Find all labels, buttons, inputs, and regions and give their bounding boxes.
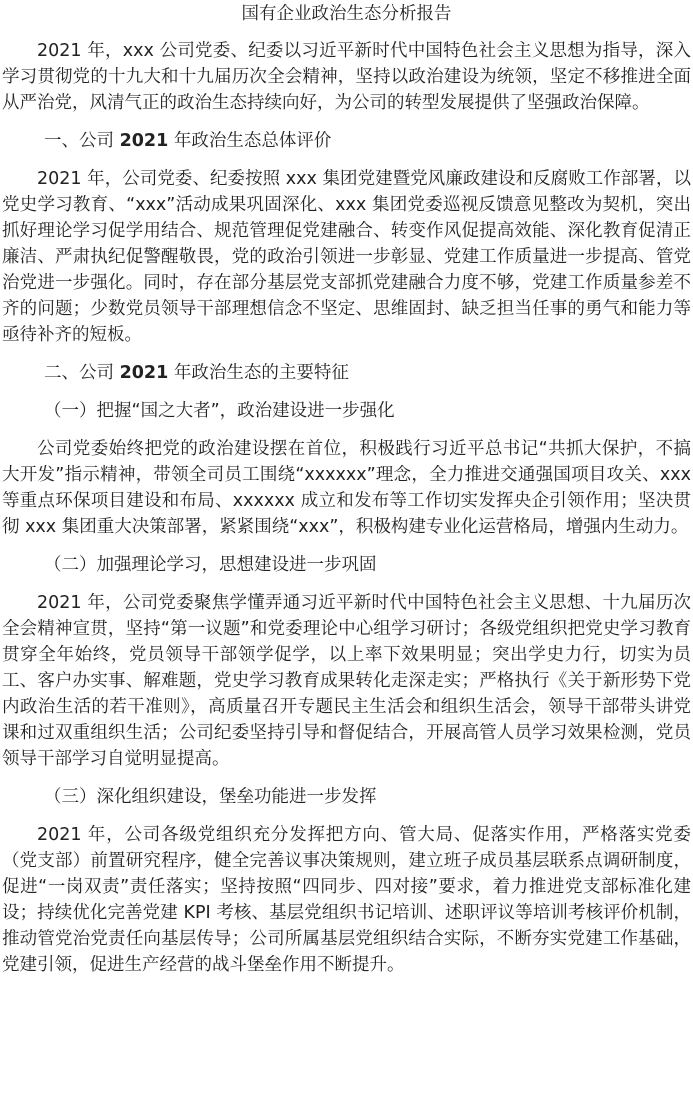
section-2-heading-year: 2021 bbox=[119, 363, 169, 383]
section-1-heading-pre: 一、公司 bbox=[44, 131, 120, 151]
section-1-heading-post: 年政治生态总体评价 bbox=[168, 131, 332, 151]
document-title: 国有企业政治生态分析报告 bbox=[241, 4, 452, 24]
section-2-heading-pre: 二、公司 bbox=[44, 363, 120, 383]
subsection-1-body: 公司党委始终把党的政治建设摆在首位，积极践行习近平总书记“共抓大保护，不搞大开发”指示精神，带领全司员工围绕“xxxxxx”理念，全力推进交通强国项目攻关、xxx 等重点环保项目建设和布局、xxxxxx 成立和发布等工作切实发挥央企引领作用；坚决贯彻 xxx 集团重大决策部署，紧紧围绕“xxx”，积极构建专业化运营格局，增强内生动力。 bbox=[2, 439, 691, 537]
subsection-3-heading: （三）深化组织建设，堡垒功能进一步发挥 bbox=[44, 787, 377, 807]
subsection-1-heading: （一）把握“国之大者”，政治建设进一步强化 bbox=[44, 401, 395, 421]
subsection-3-body: 2021 年，公司各级党组织充分发挥把方向、管大局、促落实作用，严格落实党委（党支部）前置研究程序，健全完善议事决策规则，建立班子成员基层联系点调研制度，促进“一岗双责”责任落实；坚持按照“四同步、四对接”要求，着力推进党支部标准化建设；持续优化完善党建 KPI 考核、基层党组织书记培训、述职评议等培训考核评价机制，推动管党治党责任向基层传导；公司所属基层党组织结合实际，不断夯实党建工作基础，党建引领，促进生产经营的战斗堡垒作用不断提升。 bbox=[2, 825, 691, 975]
subsection-2-body: 2021 年，公司党委聚焦学懂弄通习近平新时代中国特色社会主义思想、十九届历次全会精神宣贯，坚持“第一议题”和党委理论中心组学习研讨；各级党组织把党史学习教育贯穿全年始终，党员领导干部领学促学，以上率下效果明显；突出学史力行，切实为员工、客户办实事、解难题，党史学习教育成果转化走深走实；严格执行《关于新形势下党内政治生活的若干准则》，高质量召开专题民主生活会和组织生活会，领导干部带头讲党课和过双重组织生活；公司纪委坚持引导和督促结合，开展高管人员学习效果检测，党员领导干部学习自觉明显提高。 bbox=[2, 593, 691, 769]
section-1-heading bbox=[44, 128, 691, 154]
subsection-2-heading: （二）加强理论学习，思想建设进一步巩固 bbox=[44, 555, 377, 575]
section-1-body: 2021 年，公司党委、纪委按照 xxx 集团党建暨党风廉政建设和反腐败工作部署，以党史学习教育、“xxx”活动成果巩固深化、xxx 集团党委巡视反馈意见整改为契机，突出抓好理论学习促学用结合、规范管理促党建融合、转变作风促提高效能、深化教育促清正廉洁、严肃执纪促警醒敬畏，党的政治引领进一步彰显、党建工作质量进一步提高、管党治党进一步强化。同时，存在部分基层党支部抓党建融合力度不够，党建工作质量参差不齐的问题；少数党员领导干部理想信念不坚定、思维固封、缺乏担当任事的勇气和能力等亟待补齐的短板。 bbox=[2, 169, 691, 345]
intro-paragraph: 2021 年，xxx 公司党委、纪委以习近平新时代中国特色社会主义思想为指导，深入学习贯彻党的十九大和十九届历次全会精神，坚持以政治建设为统领，坚定不移推进全面从严治党，风清气正的政治生态持续向好，为公司的转型发展提供了坚强政治保障。 bbox=[2, 41, 691, 113]
section-2-heading bbox=[44, 360, 691, 386]
section-1-heading-year: 2021 bbox=[119, 131, 169, 151]
section-2-heading-post: 年政治生态的主要特征 bbox=[168, 363, 349, 383]
